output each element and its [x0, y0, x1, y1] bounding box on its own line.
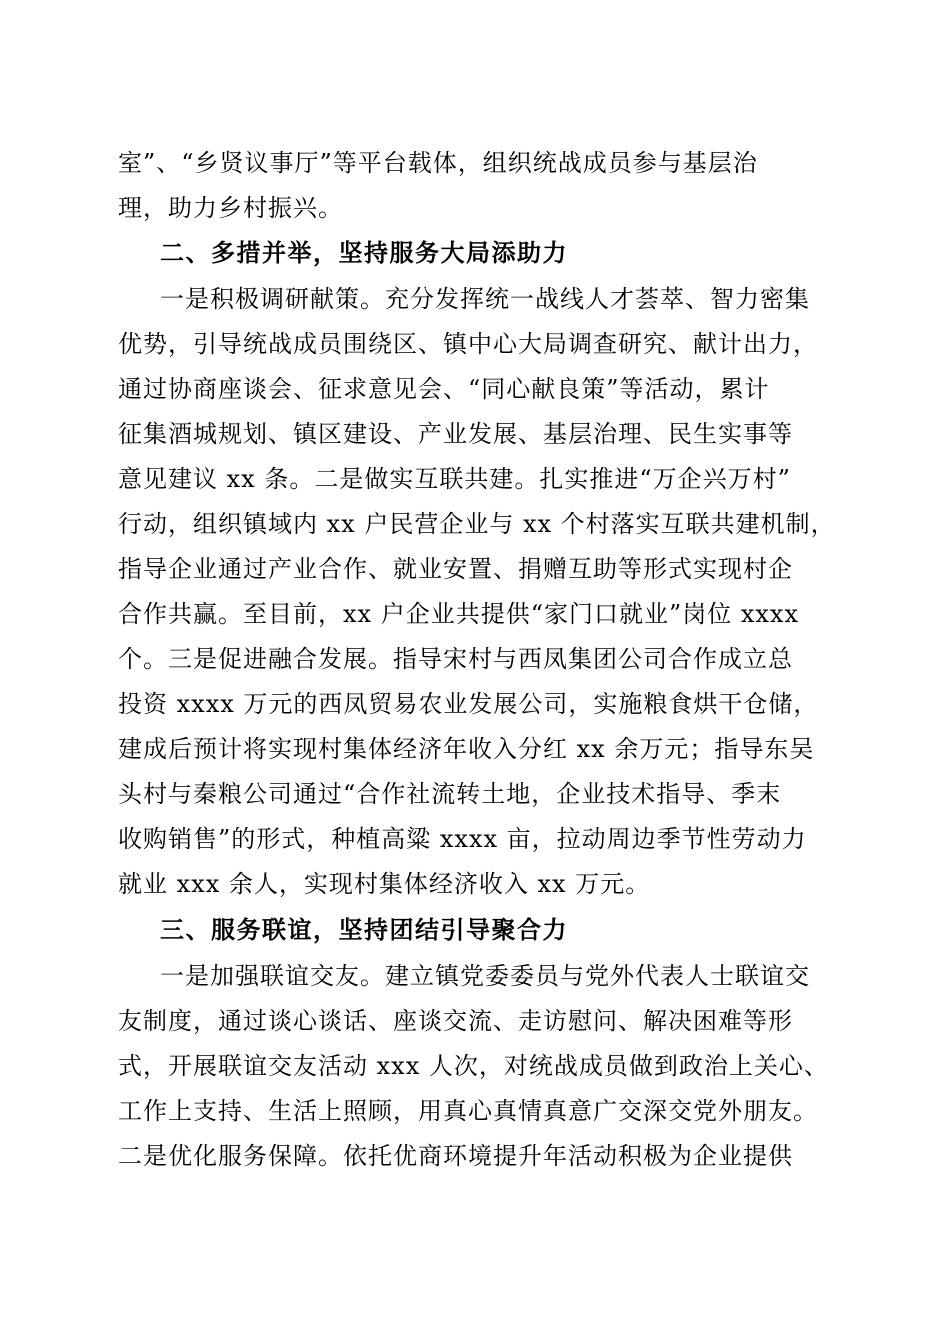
paragraph-line: 意见建议 xx 条。二是做实互联共建。扎实推进“万企兴万村” — [118, 465, 791, 493]
section-heading-3: 三、服务联谊，坚持团结引导聚合力 — [160, 916, 568, 944]
paragraph-line: 优势，引导统战成员围绕区、镇中心大局调查研究、献计出力， — [118, 330, 818, 358]
paragraph-line: 就业 xxx 余人，实现村集体经济收入 xx 万元。 — [118, 870, 651, 898]
paragraph-lead: 一是积极调研献策。 — [160, 285, 385, 313]
paragraph-line: 理，助力乡村振兴。 — [118, 194, 343, 222]
paragraph-line: 二是优化服务保障。依托优商环境提升年活动积极为企业提供 — [118, 1142, 793, 1170]
paragraph-line: 收购销售”的形式，种植高粱 xxxx 亩，拉动周边季节性劳动力 — [118, 825, 807, 853]
paragraph-lead: 一是加强联谊交友。 — [160, 962, 385, 990]
paragraph-line: 式，开展联谊交友活动 xxx 人次，对统战成员做到政治上关心、 — [118, 1052, 829, 1080]
paragraph-line — [160, 277, 833, 321]
paragraph-line: 通过协商座谈会、征求意见会、“同心献良策”等活动，累计 — [118, 375, 770, 403]
section-heading-2: 二、多措并举，坚持服务大局添助力 — [160, 239, 568, 267]
paragraph-line: 头村与秦粮公司通过“合作社流转土地，企业技术指导、季末 — [118, 780, 782, 808]
paragraph-line: 征集酒城规划、镇区建设、产业发展、基层治理、民生实事等 — [118, 420, 793, 448]
paragraph-line: 室”、“乡贤议事厅”等平台载体，组织统战成员参与基层治 — [118, 149, 758, 177]
paragraph-text: 建立镇党委委员与党外代表人士联谊交 — [385, 962, 810, 990]
paragraph-line: 个。三是促进融合发展。指导宋村与西凤集团公司合作成立总 — [118, 645, 793, 673]
paragraph-line: 友制度，通过谈心谈话、座谈交流、走访慰问、解决困难等形 — [118, 1007, 793, 1035]
paragraph-line: 工作上支持、生活上照顾，用真心真情真意广交深交党外朋友。 — [118, 1097, 818, 1125]
paragraph-line — [160, 954, 833, 998]
paragraph-text: 充分发挥统一战线人才荟萃、智力密集 — [385, 285, 810, 313]
paragraph-line: 投资 xxxx 万元的西凤贸易农业发展公司，实施粮食烘干仓储， — [118, 690, 819, 718]
paragraph-line: 行动，组织镇域内 xx 户民营企业与 xx 个村落实互联共建机制， — [118, 510, 836, 538]
paragraph-line: 建成后预计将实现村集体经济年收入分红 xx 余万元；指导东吴 — [118, 735, 815, 763]
paragraph-line: 指导企业通过产业合作、就业安置、捐赠互助等形式实现村企 — [118, 555, 793, 583]
paragraph-line: 合作共赢。至目前，xx 户企业共提供“家门口就业”岗位 xxxx — [118, 600, 800, 628]
